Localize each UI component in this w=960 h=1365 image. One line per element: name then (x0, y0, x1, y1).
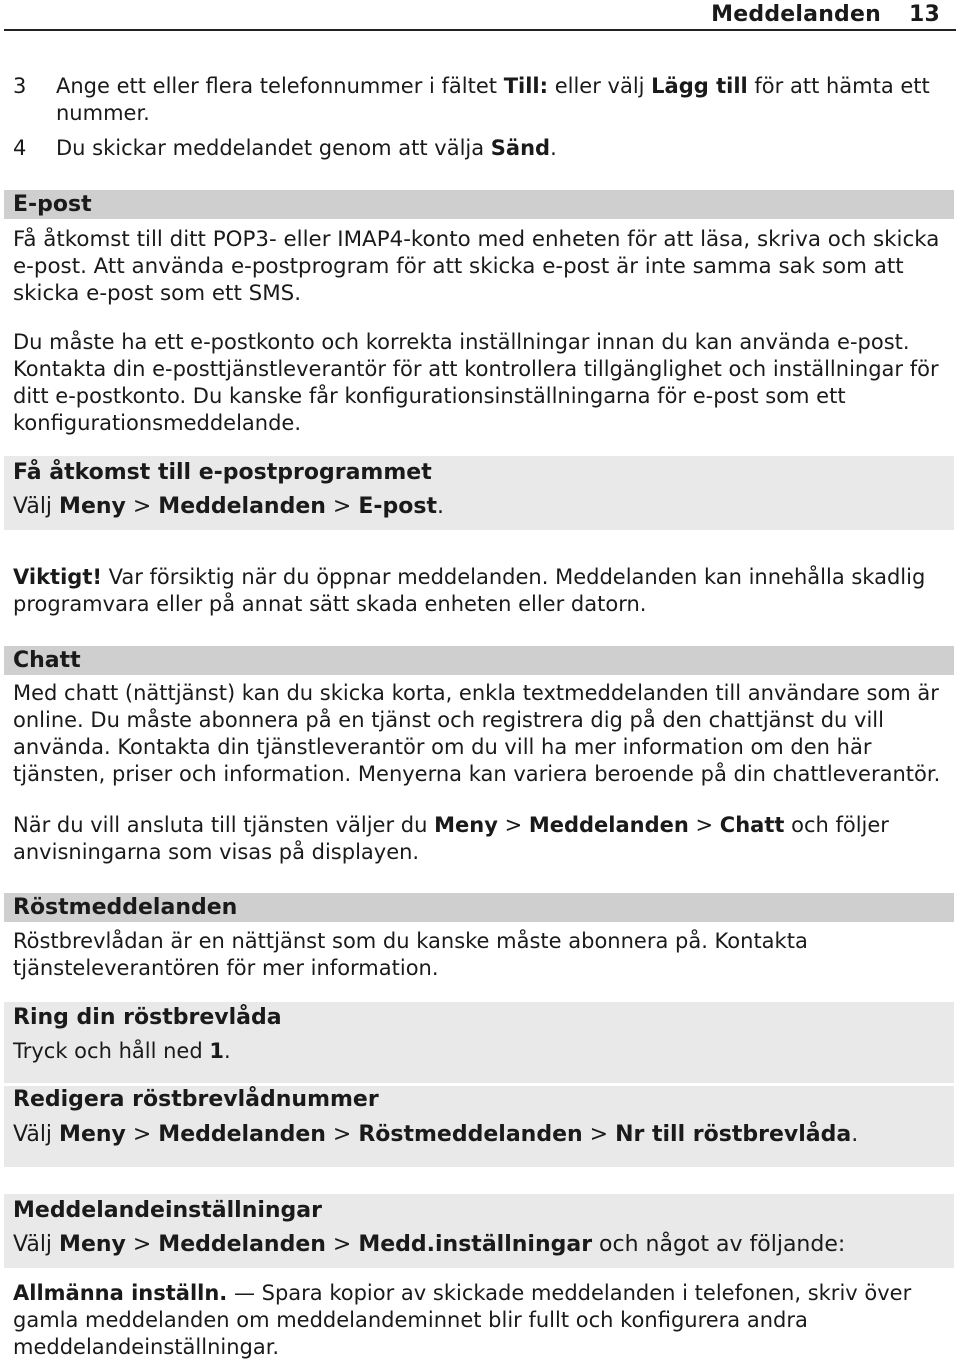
menu-path-meny: Meny (59, 1232, 126, 1257)
edit-voicemail-title: Redigera röstbrevlådnummer (13, 1087, 379, 1112)
key-1: 1 (209, 1039, 224, 1063)
paragraph-part: Du kanske får konfigurationsinställningarna för e-post som ett konfigurationsmeddelande. (13, 384, 846, 435)
general-settings-description: Spara kopior av skickade meddelanden i telefonen, skriv över gamla meddelanden om meddelandeminnet blir fullt och konfigurera andra meddelandeinställningar. (13, 1281, 912, 1359)
path-separator: > (582, 1122, 616, 1147)
important-note (13, 564, 948, 618)
chatt-paragraph: Med chatt (nättjänst) kan du skicka korta, enkla textmeddelanden till användare som är online. Du måste abonnera på en tjänst och registrera dig på den chattjänst du vill använda. Kontakta din tjänstleverantör om du vill ha mer information om den här tjänsten, priser och information. Menyerna kan variera beroende på din chattleverantör. (13, 681, 941, 786)
path-separator: > (325, 1232, 359, 1257)
instruction-text: . (223, 1039, 231, 1063)
path-separator: > (325, 1122, 359, 1147)
paragraph-part: När du vill ansluta till tjänsten väljer du (13, 813, 435, 837)
menu-path-epost: E-post (358, 494, 437, 519)
menu-path-meddelanden: Meddelanden (528, 813, 689, 837)
paragraph-part: Du måste ha ett e-postkonto och korrekta inställningar innan du kan använda e-post. Kontakta din e-posttjänstleverantör för att kontrollera tillgänglighet och inställningar för ditt e-postkonto. (13, 330, 939, 408)
rost-paragraph: Röstbrevlådan är en nättjänst som du kanske måste abonnera på. Kontakta tjänsteleverantören för mer information. (13, 929, 808, 980)
path-text: Välj (13, 1232, 60, 1257)
menu-path-meddelanden: Meddelanden (158, 1232, 326, 1257)
menu-path-meny: Meny (434, 813, 498, 837)
section-heading-epost: E-post (4, 190, 954, 219)
header-title: Meddelanden (711, 2, 881, 27)
step-text-part: Ange ett eller flera telefonnummer i fältet (56, 74, 504, 98)
general-settings-label: Allmänna inställn. (13, 1281, 228, 1305)
instruction-text: Tryck och håll ned (13, 1039, 210, 1063)
ui-label-till: Till: (503, 74, 549, 98)
step-text-part: för att hämta ett nummer. (56, 74, 930, 125)
path-separator: > (125, 1122, 159, 1147)
step-text-part: . (550, 136, 557, 160)
step-text-part: eller välj (548, 74, 652, 98)
epost-requirements-paragraph (13, 329, 948, 437)
step-text (56, 73, 948, 127)
header-title-group (711, 2, 940, 27)
section-heading-chatt: Chatt (4, 646, 954, 675)
menu-path-rostmeddelanden: Röstmeddelanden (358, 1122, 583, 1147)
step-text-part: Du skickar meddelandet genom att välja (56, 136, 491, 160)
edit-voicemail-path (13, 1121, 948, 1148)
important-label: Viktigt! (13, 565, 102, 589)
general-settings-item (13, 1280, 948, 1361)
settings-title: Meddelandeinställningar (13, 1198, 322, 1223)
path-separator: > (125, 494, 159, 519)
section-heading-rostmeddelanden: Röstmeddelanden (4, 893, 954, 922)
step-number: 3 (13, 74, 27, 98)
step-number: 4 (13, 136, 27, 160)
step-text (56, 135, 948, 162)
dash: — (227, 1281, 262, 1305)
call-voicemail-instruction (13, 1038, 948, 1065)
page-header (4, 0, 956, 31)
access-path (13, 493, 948, 520)
settings-path (13, 1231, 948, 1258)
menu-path-chatt: Chatt (719, 813, 785, 837)
path-text: Välj (13, 494, 60, 519)
menu-path-medd-installningar: Medd.inställningar (358, 1232, 593, 1257)
menu-path-meddelanden: Meddelanden (158, 494, 326, 519)
path-separator: > (688, 813, 720, 837)
path-separator: > (125, 1232, 159, 1257)
menu-path-meddelanden: Meddelanden (158, 1122, 326, 1147)
chatt-connect-paragraph (13, 812, 948, 866)
menu-path-nr-till-rostbrevlada: Nr till röstbrevlåda (615, 1122, 852, 1147)
path-separator: > (497, 813, 529, 837)
path-separator: > (325, 494, 359, 519)
paragraph-part: och följer anvisningarna som visas på displayen. (13, 813, 889, 864)
path-text: Välj (13, 1122, 60, 1147)
ui-label-sand: Sänd (490, 136, 551, 160)
path-text: . (436, 494, 444, 519)
call-voicemail-title: Ring din röstbrevlåda (13, 1005, 282, 1030)
epost-paragraph: Få åtkomst till ditt POP3- eller IMAP4-konto med enheten för att läsa, skriva och skicka e-post. Att använda e-postprogram för att skicka e-post är inte samma sak som att skicka e-post som ett SMS. (13, 227, 940, 306)
path-text: . (851, 1122, 859, 1147)
important-text: Var försiktig när du öppnar meddelanden. Meddelanden kan innehålla skadlig programvara eller på annat sätt skada enheten eller datorn. (13, 565, 926, 616)
menu-path-meny: Meny (59, 494, 126, 519)
access-title: Få åtkomst till e-postprogrammet (13, 460, 432, 485)
ui-label-lagg-till: Lägg till (651, 74, 748, 98)
page-number: 13 (908, 2, 940, 27)
menu-path-meny: Meny (59, 1122, 126, 1147)
path-text: och något av följande: (592, 1232, 846, 1257)
